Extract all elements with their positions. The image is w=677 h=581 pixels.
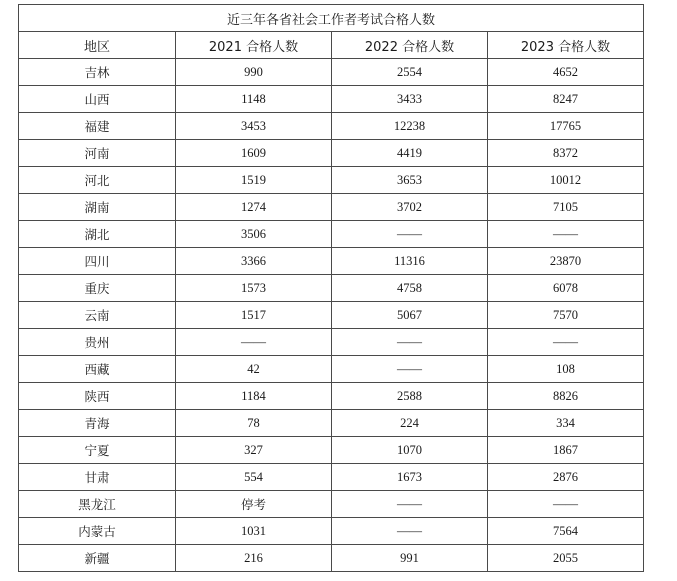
cell-region: 福建 <box>19 113 176 140</box>
table-row <box>19 113 644 140</box>
cell-pass-2023: 6078 <box>488 275 644 302</box>
cell-region: 新疆 <box>19 545 176 572</box>
cell-region: 青海 <box>19 410 176 437</box>
cell-pass-2022: 4758 <box>332 275 488 302</box>
cell-pass-2021: 1609 <box>176 140 332 167</box>
cell-pass-2023: —— <box>488 221 644 248</box>
cell-region: 黑龙江 <box>19 491 176 518</box>
cell-pass-2023: 2055 <box>488 545 644 572</box>
cell-pass-2021: 78 <box>176 410 332 437</box>
cell-pass-2021: 1517 <box>176 302 332 329</box>
cell-pass-2023: 7105 <box>488 194 644 221</box>
cell-pass-2022: 4419 <box>332 140 488 167</box>
cell-pass-2022: —— <box>332 491 488 518</box>
table-row <box>19 167 644 194</box>
table-row <box>19 437 644 464</box>
cell-pass-2021: 1274 <box>176 194 332 221</box>
cell-pass-2021: 1148 <box>176 86 332 113</box>
cell-pass-2022: 3702 <box>332 194 488 221</box>
cell-region: 陕西 <box>19 383 176 410</box>
header-region: 地区 <box>19 32 176 59</box>
cell-pass-2021: 1519 <box>176 167 332 194</box>
cell-pass-2021: 3366 <box>176 248 332 275</box>
table-row <box>19 221 644 248</box>
table-title: 近三年各省社会工作者考试合格人数 <box>19 5 644 32</box>
cell-pass-2022: 991 <box>332 545 488 572</box>
cell-pass-2021: 3453 <box>176 113 332 140</box>
cell-pass-2023: 17765 <box>488 113 644 140</box>
cell-region: 四川 <box>19 248 176 275</box>
cell-pass-2023: 7564 <box>488 518 644 545</box>
table-row <box>19 518 644 545</box>
table-row <box>19 140 644 167</box>
table-row <box>19 491 644 518</box>
exam-pass-table <box>18 4 644 572</box>
cell-region: 湖南 <box>19 194 176 221</box>
cell-region: 河北 <box>19 167 176 194</box>
cell-pass-2023: 1867 <box>488 437 644 464</box>
cell-pass-2022: 2588 <box>332 383 488 410</box>
cell-region: 云南 <box>19 302 176 329</box>
cell-pass-2023: 4652 <box>488 59 644 86</box>
header-2023: 2023 合格人数 <box>488 32 644 59</box>
cell-pass-2023: 334 <box>488 410 644 437</box>
cell-pass-2021: 1031 <box>176 518 332 545</box>
cell-region: 吉林 <box>19 59 176 86</box>
cell-pass-2021: —— <box>176 329 332 356</box>
table-title-row <box>19 5 644 32</box>
table-row <box>19 410 644 437</box>
table-row <box>19 383 644 410</box>
table-row <box>19 329 644 356</box>
cell-pass-2021: 327 <box>176 437 332 464</box>
cell-region: 内蒙古 <box>19 518 176 545</box>
cell-pass-2023: 8372 <box>488 140 644 167</box>
cell-region: 贵州 <box>19 329 176 356</box>
table-row <box>19 194 644 221</box>
cell-pass-2023: 108 <box>488 356 644 383</box>
cell-pass-2023: 8247 <box>488 86 644 113</box>
cell-pass-2021: 3506 <box>176 221 332 248</box>
cell-pass-2023: —— <box>488 329 644 356</box>
cell-pass-2023: 23870 <box>488 248 644 275</box>
cell-pass-2022: —— <box>332 518 488 545</box>
cell-pass-2023: 8826 <box>488 383 644 410</box>
cell-pass-2022: —— <box>332 329 488 356</box>
cell-region: 西藏 <box>19 356 176 383</box>
table-row <box>19 275 644 302</box>
cell-pass-2022: 1673 <box>332 464 488 491</box>
cell-pass-2021: 990 <box>176 59 332 86</box>
cell-pass-2023: —— <box>488 491 644 518</box>
cell-pass-2022: —— <box>332 221 488 248</box>
table-row <box>19 248 644 275</box>
cell-pass-2022: 1070 <box>332 437 488 464</box>
cell-pass-2021: 1573 <box>176 275 332 302</box>
cell-region: 湖北 <box>19 221 176 248</box>
cell-region: 山西 <box>19 86 176 113</box>
cell-pass-2022: 2554 <box>332 59 488 86</box>
cell-pass-2022: 224 <box>332 410 488 437</box>
header-2021: 2021 合格人数 <box>176 32 332 59</box>
cell-pass-2021: 554 <box>176 464 332 491</box>
cell-pass-2021: 停考 <box>176 491 332 518</box>
cell-pass-2022: 11316 <box>332 248 488 275</box>
cell-pass-2021: 1184 <box>176 383 332 410</box>
cell-pass-2023: 7570 <box>488 302 644 329</box>
cell-pass-2023: 10012 <box>488 167 644 194</box>
cell-pass-2022: 12238 <box>332 113 488 140</box>
cell-pass-2022: —— <box>332 356 488 383</box>
cell-region: 重庆 <box>19 275 176 302</box>
table-row <box>19 545 644 572</box>
cell-region: 宁夏 <box>19 437 176 464</box>
table-row <box>19 464 644 491</box>
table-row <box>19 356 644 383</box>
cell-pass-2022: 3433 <box>332 86 488 113</box>
cell-pass-2021: 42 <box>176 356 332 383</box>
header-2022: 2022 合格人数 <box>332 32 488 59</box>
table-body <box>19 59 644 572</box>
table-row <box>19 59 644 86</box>
cell-region: 河南 <box>19 140 176 167</box>
cell-pass-2022: 5067 <box>332 302 488 329</box>
cell-region: 甘肃 <box>19 464 176 491</box>
cell-pass-2023: 2876 <box>488 464 644 491</box>
cell-pass-2022: 3653 <box>332 167 488 194</box>
exam-pass-table-container <box>18 4 643 572</box>
table-row <box>19 86 644 113</box>
cell-pass-2021: 216 <box>176 545 332 572</box>
table-header-row <box>19 32 644 59</box>
table-row <box>19 302 644 329</box>
